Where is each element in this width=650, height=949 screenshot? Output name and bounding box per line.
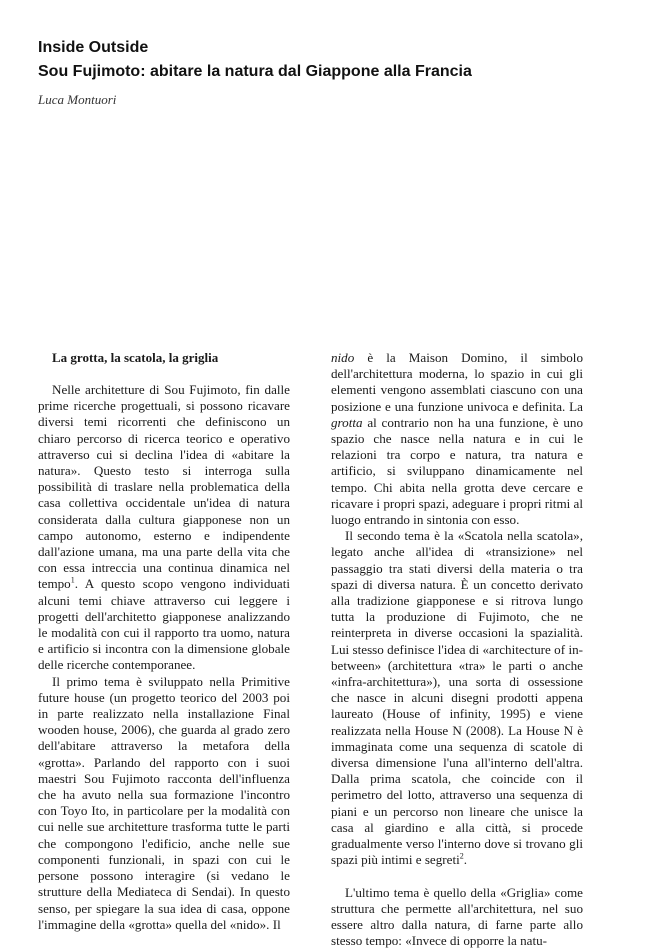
- text-run: . A questo scopo vengono individuati alcuni temi chiave attraverso cui leggere i progetti dell'architetto giapponese analizzando le modalità con cui il rapporto tra uomo, natura e artificio si incontra con la dimensione globale delle ricerche contemporanee.: [38, 576, 290, 672]
- paragraph: [38, 382, 290, 674]
- text-run: L'ultimo tema è quello della «Griglia» come struttura che permette all'architettura, nel suo essere altro dalla natura, di farne parte allo stesso tempo: «Invece di opporre la natu-: [331, 885, 583, 949]
- footnote-ref: 1: [71, 576, 75, 585]
- text-run: Nelle architetture di Sou Fujimoto, fin dalle prime ricerche progettuali, si possono ricavare diversi temi ricorrenti che definiscono un chiaro percorso di ricerca teorico e operativo attraverso cui si declina l'idea di «abitare la natura». Questo testo si interroga sulla possibilità di traslare nella problematica della casa collettiva occidentale un'idea di natura considerata dalla cultura giapponese non un campo autonomo, esterno e indipendente dall'azione umana, ma una parte della vita che con essa intreccia una continua dinamica nel tempo: [38, 382, 290, 591]
- paragraph-continued: [331, 350, 583, 528]
- section-heading: La grotta, la scatola, la griglia: [52, 350, 290, 366]
- page-subtitle: Sou Fujimoto: abitare la natura dal Giappone alla Francia: [38, 60, 618, 84]
- footnote-ref: 2: [460, 852, 464, 861]
- italic-text: grotta: [331, 415, 363, 430]
- title-block: [38, 36, 618, 84]
- text-column-right: [331, 350, 583, 949]
- paragraph: [331, 885, 583, 949]
- italic-text: nido: [331, 350, 354, 365]
- text-run: Il secondo tema è la «Scatola nella scatola», legato anche all'idea di «transizione» nel passaggio tra stati diversi della materia o tra spazi di diversa natura. È un concetto derivato alla tradizione giapponese e si ritrova lungo tutta la produzione di Fujimoto, che ne reinterpreta in diverse occasioni la spazialità. Lui stesso definisce l'idea di «architecture of in-between» (architettura «tra» le parti o anche «infra-architettura»), una sorta di ossessione che nasce in alcuni disegni prodotti appena laureato (House of infinity, 1995) e viene realizzata nella House N (2008). La House N è immaginata come una sequenza di scatole di diversa dimensione l'una all'interno dell'altra. Dalla prima scatola, che coincide con il perimetro del lotto, attraverso una sequenza di piani e un percorso non lineare che unisce la casa al giardino e alla città, si procede gradualmente verso l'interno dove si trovano gli spazi più intimi e segreti: [331, 528, 583, 867]
- text-column-left: [38, 350, 290, 933]
- text-run: al contrario non ha una funzione, è uno spazio che nasce nella natura e in cui le relazioni tra corpo e natura, tra natura e artificio, si sviluppano dinamicamente nel tempo. Chi abita nella grotta deve cercare e ricavare i propri spazi, adeguare i propri ritmi al luogo entrando in sintonia con esso.: [331, 415, 583, 527]
- paragraph: [331, 528, 583, 868]
- text-run: .: [464, 852, 467, 867]
- text-run: Il primo tema è sviluppato nella Primitive future house (un progetto teorico del 2003 poi in parte realizzato nella installazione Final wooden house, 2006), che guarda al grado zero dell'abitare attraverso la metafora della «grotta». Parlando del rapporto con i suoi maestri Sou Fujimoto racconta dell'influenza che ha avuto nella sua formazione l'incontro con Toyo Ito, in particolare per la modalità con cui nelle sue architetture trasforma tutte le parti che compongono l'edificio, anche nelle sue componenti funzionali, in spazi con cui le persone possono interagire (si vedano le strutture della Mediateca di Sendai). In questo senso, per spiegare la sua idea di casa, oppone l'immagine della «grotta» quella del «nido». Il: [38, 674, 290, 932]
- page-title: Inside Outside: [38, 36, 618, 60]
- text-run: è la Maison Domino, il simbolo dell'architettura moderna, lo spazio in cui gli elementi vengono assemblati ciascuno con una posizione e una funzione univoca e definita. La: [331, 350, 583, 414]
- paragraph: [38, 674, 290, 933]
- author-name: Luca Montuori: [38, 92, 116, 108]
